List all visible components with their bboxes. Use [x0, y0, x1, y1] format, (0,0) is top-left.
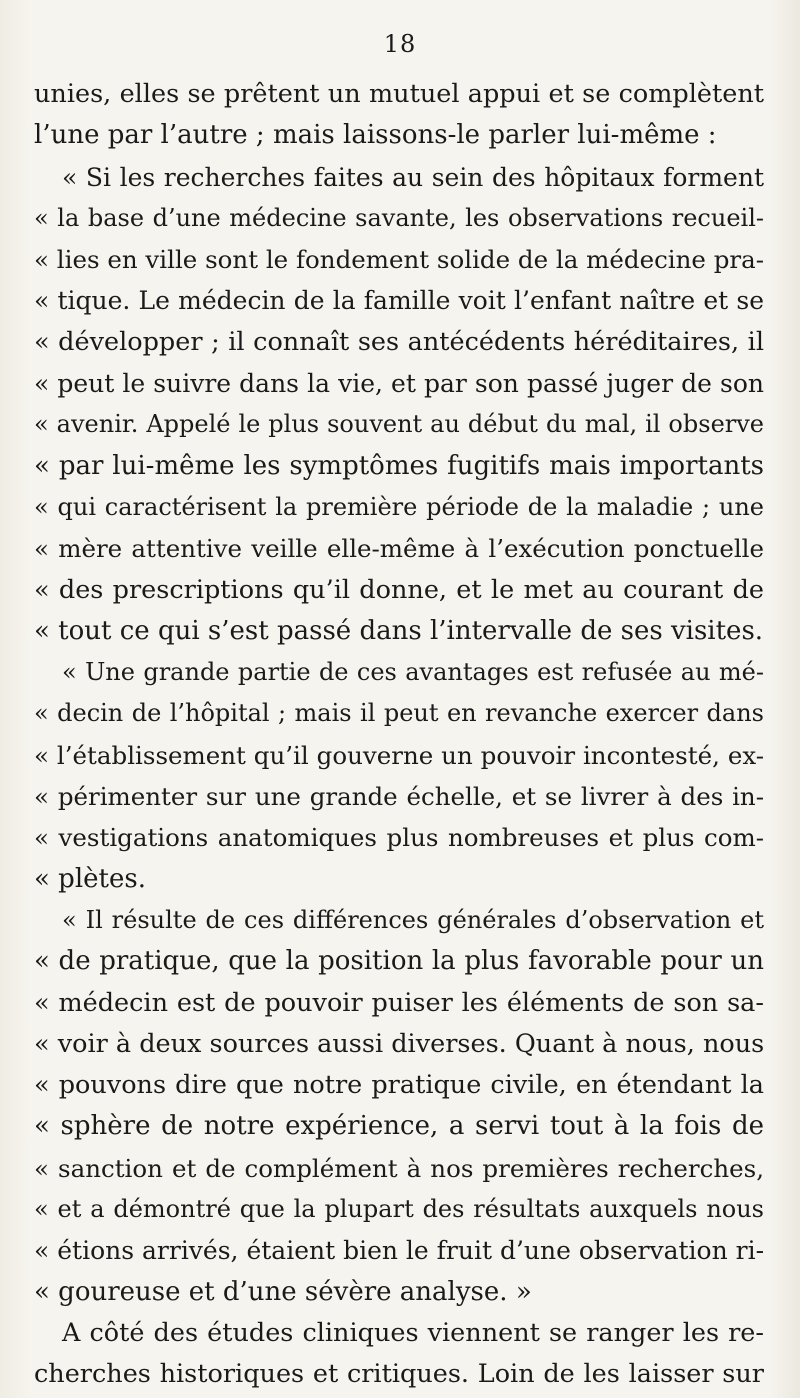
text-line: « de pratique, que la position la plus favorable pour un	[34, 946, 764, 977]
text-line: l’une par l’autre ; mais laissons-le parler lui-même :	[34, 120, 717, 151]
text-line: « pouvons dire que notre pratique civile, en étendant la	[34, 1070, 764, 1101]
text-line: « Il résulte de ces différences générales d’observation et	[62, 905, 764, 934]
text-line: « par lui-même les symptômes fugitifs mais importants	[34, 450, 764, 481]
text-line: « tout ce qui s’est passé dans l’intervalle de ses visites.	[34, 615, 764, 646]
text-line: « avenir. Appelé le plus souvent au début du mal, il observe	[34, 410, 764, 439]
text-line: « goureuse et d’une sévère analyse. »	[34, 1276, 532, 1307]
text-line: « des prescriptions qu’il donne, et le met au courant de	[34, 574, 764, 605]
text-line: « voir à deux sources aussi diverses. Quant à nous, nous	[34, 1028, 764, 1059]
text-line: A côté des études cliniques viennent se ranger les re-	[62, 1317, 764, 1348]
text-line: « Si les recherches faites au sein des hôpitaux forment	[62, 162, 764, 192]
page-number: 18	[383, 30, 417, 58]
text-line: « développer ; il connaît ses antécédents héréditaires, il	[34, 326, 764, 357]
text-line: « et a démontré que la plupart des résultats auxquels nous	[34, 1195, 764, 1224]
text-line: « sphère de notre expérience, a servi tout à la fois de	[34, 1111, 764, 1142]
text-line: « lies en ville sont le fondement solide de la médecine pra-	[34, 245, 764, 275]
text-line: « mère attentive veille elle-même à l’exécution ponctuelle	[34, 534, 764, 564]
text-line: « périmenter sur une grande échelle, et se livrer à des in-	[34, 782, 764, 812]
text-line: « plètes.	[34, 863, 146, 894]
text-line: unies, elles se prêtent un mutuel appui et se complètent	[34, 79, 764, 109]
text-line: « étions arrivés, étaient bien le fruit d’une observation ri-	[34, 1236, 764, 1266]
text-line: « vestigations anatomiques plus nombreuses et plus com-	[34, 823, 764, 853]
text-line: « tique. Le médecin de la famille voit l’enfant naître et se	[34, 286, 764, 316]
text-line: « peut le suivre dans la vie, et par son passé juger de son	[34, 369, 764, 399]
text-line: « sanction et de complément à nos premières recherches,	[34, 1153, 764, 1183]
text-line: cherches historiques et critiques. Loin de les laisser sur	[34, 1359, 764, 1390]
text-line: « qui caractérisent la première période de la maladie ; une	[34, 492, 764, 521]
text-line: « Une grande partie de ces avantages est refusée au mé-	[62, 658, 764, 687]
text-line: « l’établissement qu’il gouverne un pouvoir incontesté, ex-	[34, 740, 764, 770]
text-line: « la base d’une médecine savante, les observations recueil-	[34, 203, 764, 232]
text-line: « decin de l’hôpital ; mais il peut en revanche exercer dans	[34, 699, 764, 728]
text-line: « médecin est de pouvoir puiser les éléments de son sa-	[34, 987, 764, 1018]
body-text	[34, 74, 764, 1396]
